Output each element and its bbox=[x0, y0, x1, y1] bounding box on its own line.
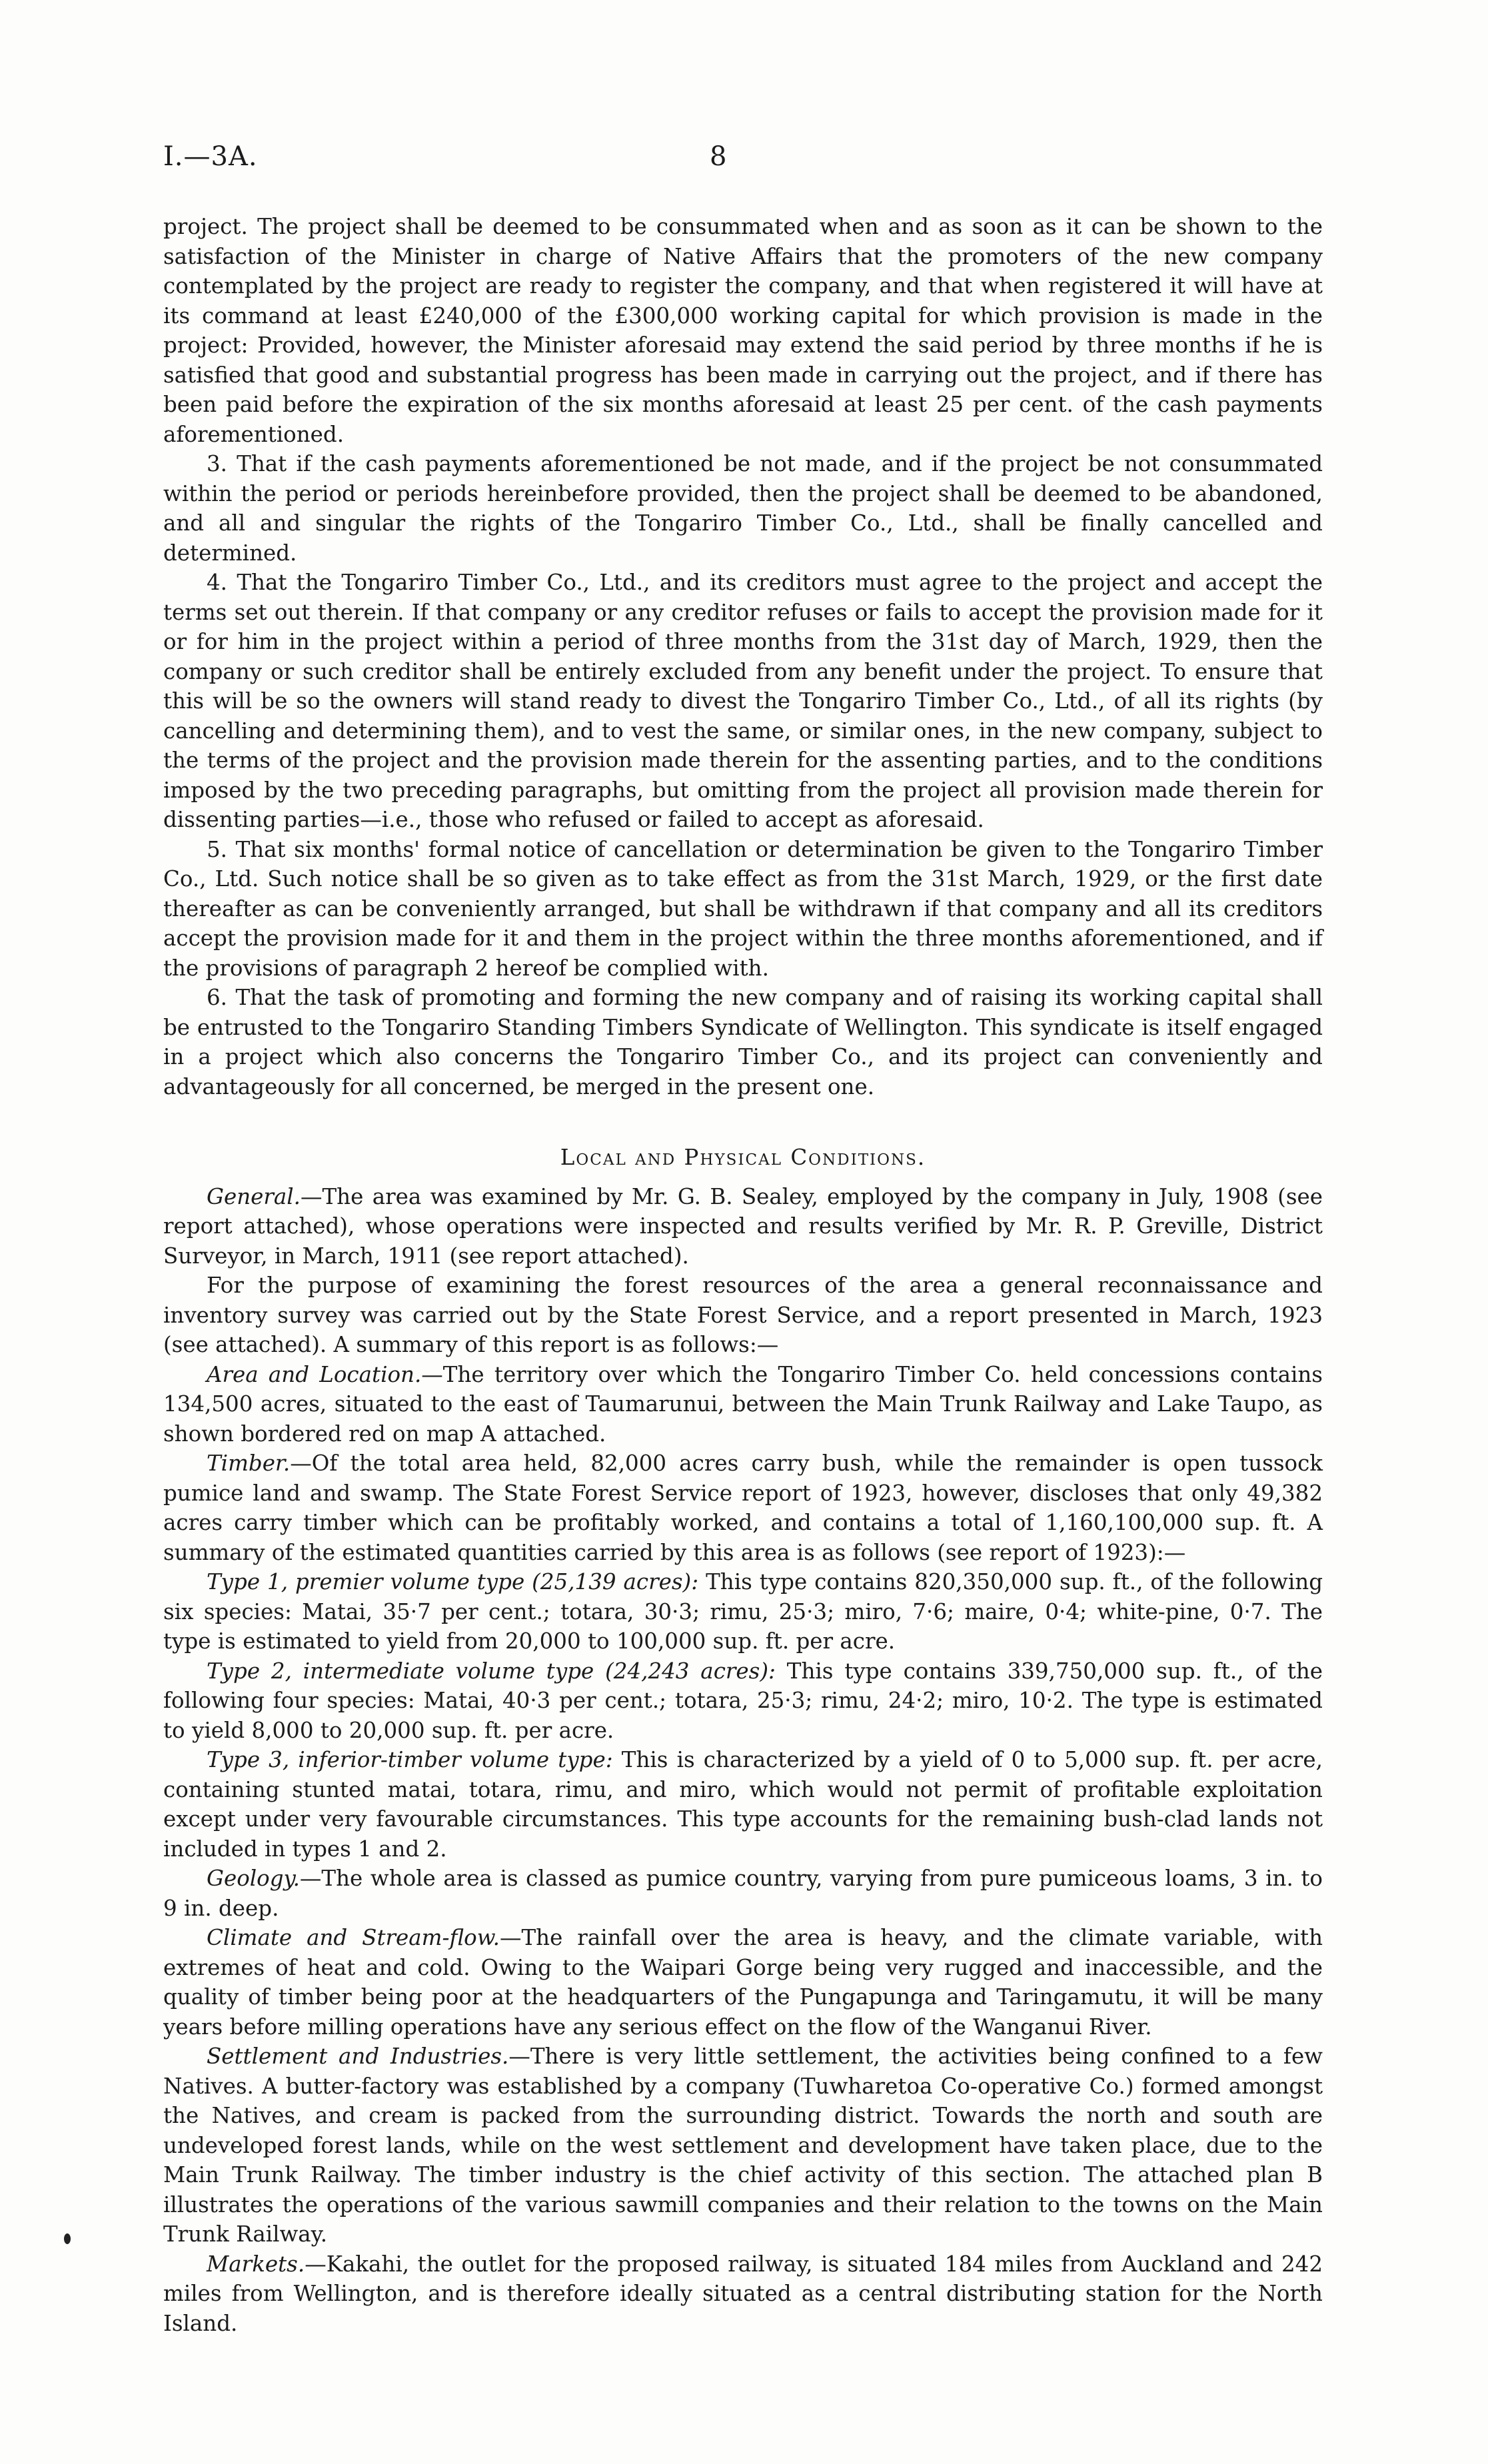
section-area-location bbox=[163, 1360, 1323, 1449]
section-purpose bbox=[163, 1271, 1323, 1360]
section-climate bbox=[163, 1923, 1323, 2042]
section-type-2 bbox=[163, 1656, 1323, 1746]
section-text: —There is very little settlement, the activities being confined to a few Natives. A butter-factory was established by a company (Tuwharetoa Co-operative Co.) formed amongst the Natives, and cream is packed from the surrounding district. Towards the north and south are undeveloped forest lands, while on the west settlement and development have taken place, due to the Main Trunk Railway. The timber industry is the chief activity of this section. The attached plan B illustrates the operations of the various sawmill companies and their relation to the towns on the Main Trunk Railway. bbox=[163, 2044, 1323, 2247]
section-lead: General. bbox=[207, 1183, 301, 1209]
paragraph-item-5: 5. That six months' formal notice of cancellation or determination be given to the Tongariro Timber Co., Ltd. Such notice shall be so given as to take effect as from the 31st March, 1929, or the first date thereafter as can be conveniently arranged, but shall be withdrawn if that company and all its creditors accept the provision made for it and them in the project within the three months aforementioned, and if the provisions of paragraph 2 hereof be complied with. bbox=[163, 836, 1323, 981]
section-general bbox=[163, 1182, 1323, 1271]
paragraph-item-6: 6. That the task of promoting and forming the new company and of raising its working capital shall be entrusted to the Tongariro Standing Timbers Syndicate of Wellington. This syndicate is itself engaged in a project which also concerns the Tongariro Timber Co., and its project can conveniently and advantageously for all concerned, be merged in the present one. bbox=[163, 985, 1323, 1099]
section-text: This type contains 820,350,000 sup. ft., of the following six species: Matai, 35·7 per cent.; totara, 30·3; rimu, 25·3; miro, 7·6; maire, 0·4; white-pine, 0·7. The type is estimated to yield from 20,000 to 100,000 sup. ft. per acre. bbox=[163, 1569, 1323, 1654]
paragraph-item-4: 4. That the Tongariro Timber Co., Ltd., and its creditors must agree to the project and accept the terms set out therein. If that company or any creditor refuses or fails to accept the provision made for it or for him in the project within a period of three months from the 31st day of March, 1929, then the company or such creditor shall be entirely excluded from any benefit under the project. To ensure that this will be so the owners will stand ready to divest the Tongariro Timber Co., Ltd., of all its rights (by cancelling and determining them), and to vest the same, or similar ones, in the new company, subject to the terms of the project and the provision made therein for the assenting parties, and to the conditions imposed by the two preceding paragraphs, but omitting from the project all provision made therein for dissenting parties—i.e., those who refused or failed to accept as aforesaid. bbox=[163, 570, 1323, 832]
page-header bbox=[163, 141, 1323, 181]
section-lead: Type 3, inferior-timber volume type: bbox=[207, 1747, 613, 1772]
document-reference: I.—3A. bbox=[163, 141, 258, 172]
section-text: —The whole area is classed as pumice country, varying from pure pumiceous loams, 3 in. to 9 in. deep. bbox=[163, 1866, 1323, 1921]
section-type-1 bbox=[163, 1567, 1323, 1656]
section-lead: Climate and Stream-flow. bbox=[207, 1925, 500, 1950]
section-text: —The rainfall over the area is heavy, and the climate variable, with extremes of heat and cold. Owing to the Waipari Gorge being very rugged and inaccessible, and the quality of timber being poor at the headquarters of the Pungapunga and Taringamutu, it will be many years before milling operations have any serious effect on the flow of the Wanganui River. bbox=[163, 1925, 1323, 2040]
section-heading: Local and Physical Conditions. bbox=[560, 1145, 926, 1170]
section-lead: Geology. bbox=[207, 1866, 300, 1891]
section-text: —The area was examined by Mr. G. B. Sealey, employed by the company in July, 1908 (see report attached), whose operations were inspected and results verified by Mr. R. P. Greville, District Surveyor, in March, 1911 (see report attached). bbox=[163, 1183, 1323, 1269]
margin-mark bbox=[64, 2233, 71, 2244]
section-text: —Kakahi, the outlet for the proposed railway, is situated 184 miles from Auckland and 242 miles from Wellington, and is therefore ideally situated as a central distributing station for the North Island. bbox=[163, 2251, 1323, 2336]
section-markets bbox=[163, 2249, 1323, 2339]
body-text bbox=[163, 212, 1323, 2338]
section-timber bbox=[163, 1449, 1323, 1567]
section-text: —The territory over which the Tongariro Timber Co. held concessions contains 134,500 acres, situated to the east of Taumarunui, between the Main Trunk Railway and Lake Taupo, as shown bordered red on map A attached. bbox=[163, 1361, 1323, 1447]
section-lead: Timber. bbox=[207, 1451, 291, 1476]
section-lead: Settlement and Industries. bbox=[207, 2044, 509, 2069]
section-text: For the purpose of examining the forest resources of the area a general reconnaissance and inventory survey was carried out by the State Forest Service, and a report presented in March, 1923 (see attached). A summary of this report is as follows:— bbox=[163, 1273, 1323, 1357]
section-lead: Area and Location. bbox=[207, 1361, 422, 1387]
section-settlement bbox=[163, 2042, 1323, 2249]
section-lead: Type 1, premier volume type (25,139 acres): bbox=[207, 1569, 699, 1594]
section-text: This type contains 339,750,000 sup. ft., of the following four species: Matai, 40·3 per cent.; totara, 25·3; rimu, 24·2; miro, 10·2. The type is estimated to yield 8,000 to 20,000 sup. ft. per acre. bbox=[163, 1658, 1323, 1743]
section-lead: Markets. bbox=[207, 2251, 305, 2277]
paragraph-item-3: 3. That if the cash payments aforementioned be not made, and if the project be not consummated within the period or periods hereinbefore provided, then the project shall be deemed to be abandoned, and all and singular the rights of the Tongariro Timber Co., Ltd., shall be finally cancelled and determined. bbox=[163, 451, 1323, 566]
section-text: This is characterized by a yield of 0 to 5,000 sup. ft. per acre, containing stunted matai, totara, rimu, and miro, which would not permit of profitable exploitation except under very favourable circumstances. This type accounts for the remaining bush-clad lands not included in types 1 and 2. bbox=[163, 1747, 1323, 1862]
section-type-3 bbox=[163, 1745, 1323, 1864]
section-text: —Of the total area held, 82,000 acres carry bush, while the remainder is open tussock pumice land and swamp. The State Forest Service report of 1923, however, discloses that only 49,382 acres carry timber which can be profitably worked, and contains a total of 1,160,100,000 sup. ft. A summary of the estimated quantities carried by this area is as follows (see report of 1923):— bbox=[163, 1451, 1323, 1565]
section-geology bbox=[163, 1864, 1323, 1923]
page-number: 8 bbox=[710, 141, 727, 172]
section-lead: Type 2, intermediate volume type (24,243 acres): bbox=[207, 1658, 776, 1684]
paragraph-continuation: project. The project shall be deemed to be consummated when and as soon as it can be shown to the satisfaction of the Minister in charge of Native Affairs that the promoters of the new company contemplated by the project are ready to register the company, and that when registered it will have at its command at least £240,000 of the £300,000 working capital for which provision is made in the project: Provided, however, the Minister aforesaid may extend the said period by three months if he is satisfied that good and substantial progress has been made in carrying out the project, and if there has been paid before the expiration of the six months aforesaid at least 25 per cent. of the cash payments aforementioned. bbox=[163, 214, 1323, 447]
